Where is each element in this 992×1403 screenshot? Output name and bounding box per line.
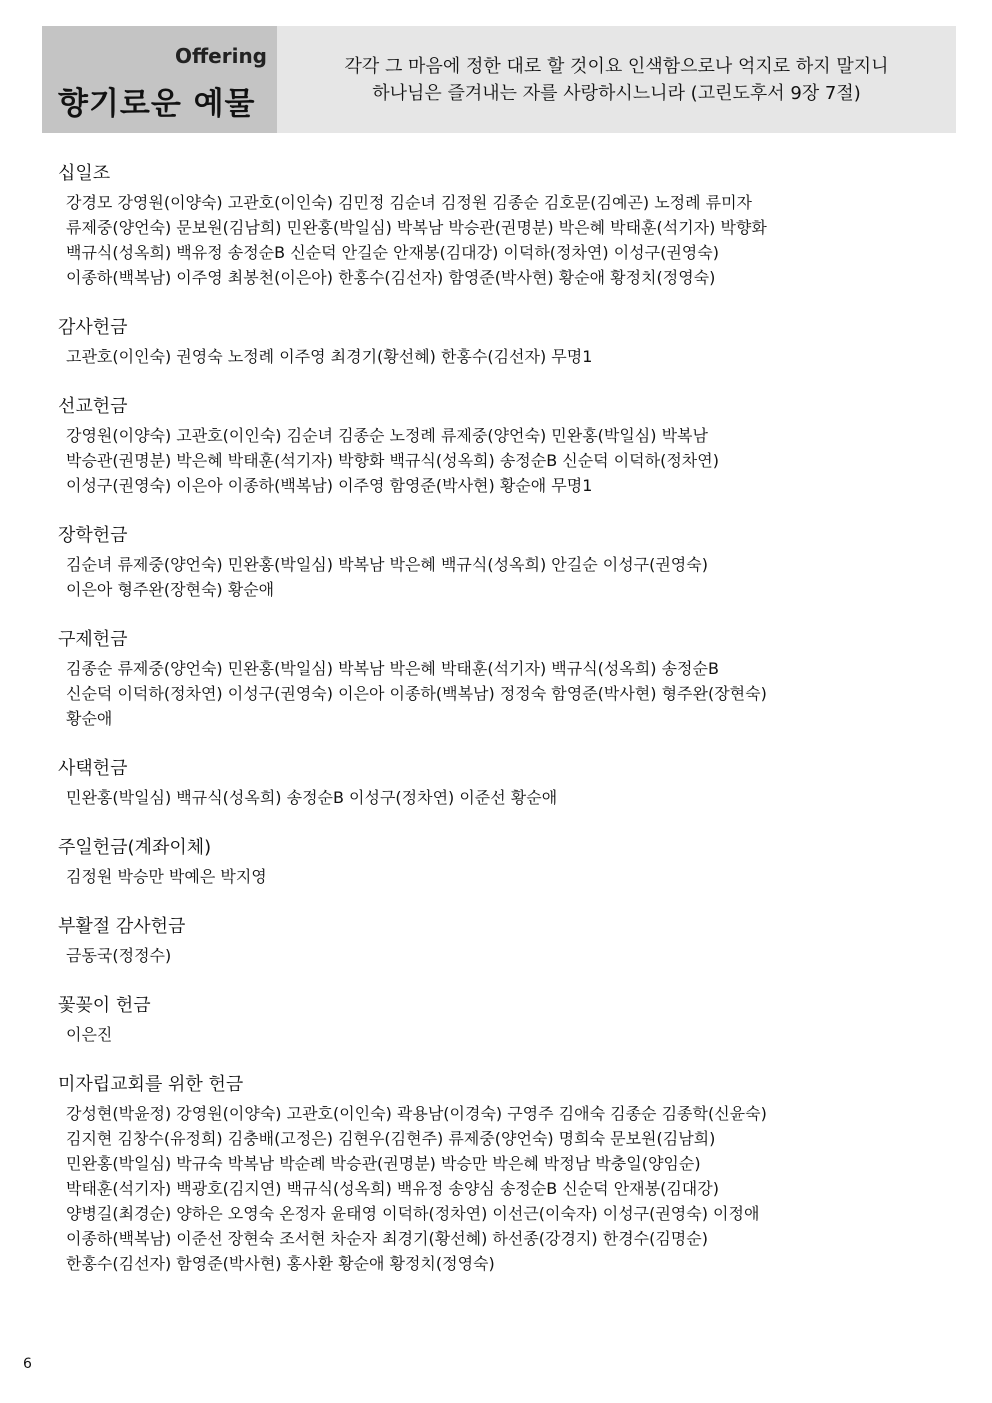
donor-names-line: 박승관(권명분) 박은혜 박태훈(석기자) 박향화 백규식(성옥희) 송정순B 신순덕 이덕하(정차연)	[66, 451, 719, 470]
donor-names-line: 이은진	[66, 1025, 113, 1044]
donor-names-line: 김종순 류제중(양언숙) 민완홍(박일심) 박복남 박은혜 박태훈(석기자) 백규식(성옥희) 송정순B	[66, 659, 719, 678]
header-title-box	[42, 26, 277, 133]
section-title: 사택헌금	[58, 758, 128, 779]
section-title: 꽃꽂이 헌금	[58, 995, 151, 1016]
title-english: Offering	[174, 44, 267, 68]
offering-section	[58, 524, 938, 602]
donor-names-line: 금동국(정정수)	[66, 946, 172, 965]
donor-names-line: 강성현(박윤정) 강영원(이양숙) 고관호(이인숙) 곽용남(이경숙) 구영주 김애숙 김종순 김종학(신윤숙)	[66, 1104, 767, 1123]
offering-section	[58, 915, 938, 968]
offering-section	[58, 757, 938, 810]
offering-section	[58, 316, 938, 369]
donor-names-line: 이은아 형주완(장현숙) 황순애	[66, 580, 275, 599]
verse-line-2: 하나님은 즐겨내는 자를 사랑하시느니라 (고린도후서 9장 7절)	[372, 82, 861, 104]
offering-section	[58, 162, 938, 290]
donor-names-line: 이종하(백복남) 이주영 최봉천(이은아) 한홍수(김선자) 함영준(박사현) 황순애 황정치(정영숙)	[66, 268, 716, 287]
section-title: 십일조	[58, 163, 111, 184]
donor-names-line: 한홍수(김선자) 함영준(박사현) 홍사환 황순애 황정치(정영숙)	[66, 1254, 495, 1273]
bible-verse	[277, 26, 956, 133]
offering-section	[58, 836, 938, 889]
page-number: 6	[23, 1356, 32, 1372]
section-title: 미자립교회를 위한 헌금	[58, 1074, 244, 1095]
donor-names-line: 고관호(이인숙) 권영숙 노정례 이주영 최경기(황선혜) 한홍수(김선자) 무명1	[66, 347, 593, 366]
donor-names-line: 민완홍(박일심) 박규숙 박복남 박순례 박승관(권명분) 박승만 박은혜 박정남 박충일(양임순)	[66, 1154, 701, 1173]
donor-names-line: 김순녀 류제중(양언숙) 민완홍(박일심) 박복남 박은혜 백규식(성옥희) 안길순 이성구(권영숙)	[66, 555, 708, 574]
donor-names-line: 박태훈(석기자) 백광호(김지연) 백규식(성옥희) 백유정 송양심 송정순B 신순덕 안재봉(김대강)	[66, 1179, 719, 1198]
verse-line-1: 각각 그 마음에 정한 대로 할 것이요 인색함으로나 억지로 하지 말지니	[344, 55, 889, 77]
section-title: 부활절 감사헌금	[58, 916, 186, 937]
title-korean: 향기로운 예물	[58, 86, 256, 122]
header-banner	[42, 26, 956, 133]
donor-names-line: 양병길(최경순) 양하은 오영숙 온정자 윤태영 이덕하(정차연) 이선근(이숙자) 이성구(권영숙) 이정애	[66, 1204, 760, 1223]
donor-names-line: 민완홍(박일심) 백규식(성옥희) 송정순B 이성구(정차연) 이준선 황순애	[66, 788, 558, 807]
donor-names-line: 백규식(성옥희) 백유정 송정순B 신순덕 안길순 안재봉(김대강) 이덕하(정차연) 이성구(권영숙)	[66, 243, 719, 262]
section-title: 감사헌금	[58, 317, 128, 338]
donor-names-line: 김정원 박승만 박예은 박지영	[66, 867, 267, 886]
offering-section	[58, 395, 938, 498]
donor-names-line: 강경모 강영원(이양숙) 고관호(이인숙) 김민정 김순녀 김정원 김종순 김호문(김예곤) 노정례 류미자	[66, 193, 753, 212]
offering-section	[58, 994, 938, 1047]
donor-names-line: 김지현 김창수(유정희) 김충배(고정은) 김현우(김현주) 류제중(양언숙) 명희숙 문보원(김남희)	[66, 1129, 716, 1148]
donor-names-line: 류제중(양언숙) 문보원(김남희) 민완홍(박일심) 박복남 박승관(권명분) 박은혜 박태훈(석기자) 박향화	[66, 218, 767, 237]
offering-section	[58, 1073, 938, 1276]
section-title: 선교헌금	[58, 396, 128, 417]
donor-names-line: 강영원(이양숙) 고관호(이인숙) 김순녀 김종순 노정례 류제중(양언숙) 민완홍(박일심) 박복남	[66, 426, 708, 445]
donor-names-line: 황순애	[66, 709, 113, 728]
donor-names-line: 이성구(권영숙) 이은아 이종하(백복남) 이주영 함영준(박사현) 황순애 무명1	[66, 476, 593, 495]
donor-names-line: 신순덕 이덕하(정차연) 이성구(권영숙) 이은아 이종하(백복남) 정정숙 함영준(박사현) 형주완(장현숙)	[66, 684, 767, 703]
donor-names-line: 이종하(백복남) 이준선 장현숙 조서현 차순자 최경기(황선혜) 하선종(강경지) 한경수(김명순)	[66, 1229, 708, 1248]
section-title: 장학헌금	[58, 525, 128, 546]
section-title: 구제헌금	[58, 629, 128, 650]
offering-list	[58, 162, 938, 1302]
offering-section	[58, 628, 938, 731]
section-title: 주일헌금(계좌이체)	[58, 837, 212, 858]
